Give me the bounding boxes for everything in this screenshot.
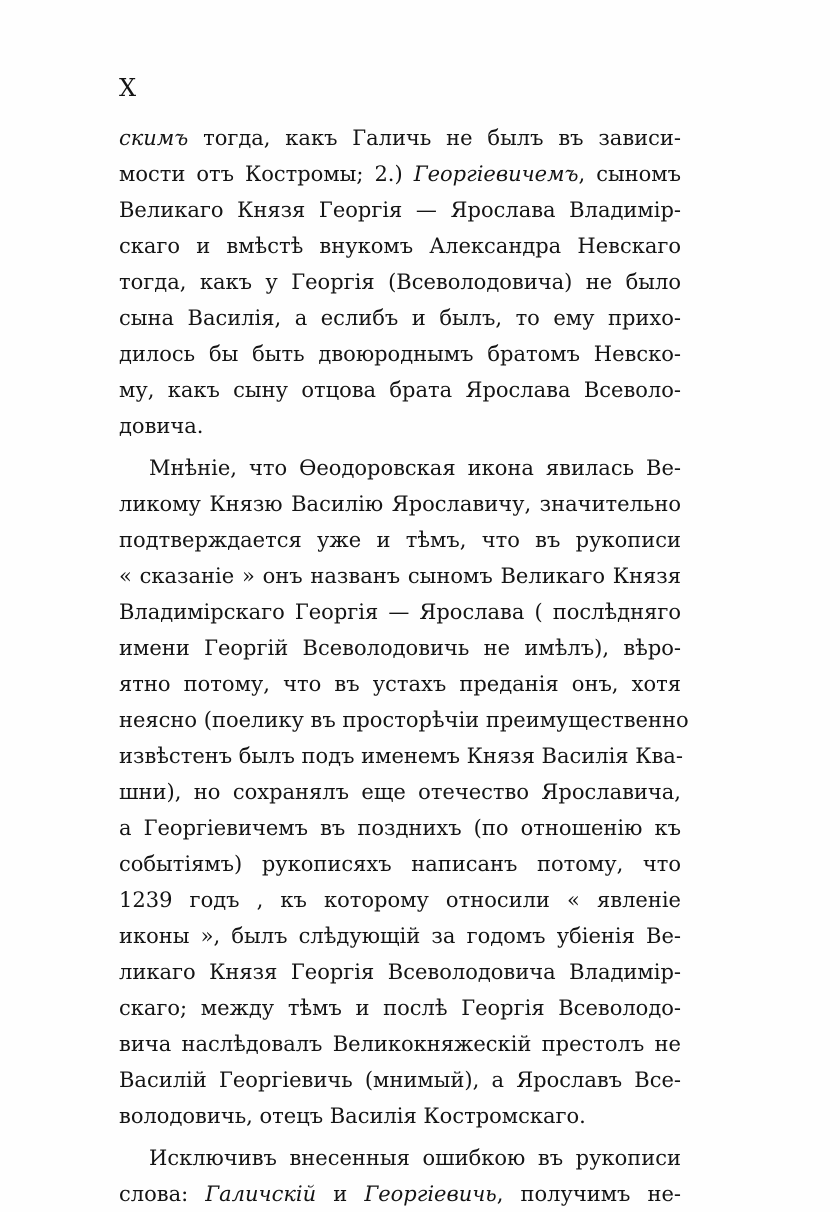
text-line: а Георгіевичемъ въ позднихъ (по отношенію къ [119,816,681,840]
text-line: Исключивъ внесенныя ошибкою въ рукописи [149,1146,681,1170]
text-line: вича наслѣдовалъ Великокняжескій престолъ не [119,1032,681,1056]
text-line: скаго и вмѣстѣ внукомъ Александра Невскаго [119,234,681,258]
text-line: му, какъ сыну отцова брата Ярослава Всеволо- [119,378,681,402]
text-line: ликаго Князя Георгія Всеволодовича Владимір- [119,960,681,984]
text-line: неясно (поелику въ просторѣчіи преимущественно [119,708,689,732]
text-line: мости отъ Костромы; 2.) Георгіевичемъ, сыномъ [119,162,681,186]
body-text [119,120,689,1212]
text-line: тогда, какъ у Георгія (Всеволодовича) не было [119,270,681,294]
page-number: X [119,74,137,102]
text-line: володовичь, отецъ Василія Костромскаго. [119,1104,586,1128]
text-line: слова: Галичскій и Георгіевичь, получимъ не- [119,1182,681,1206]
text-line: шни), но сохранялъ еще отечество Ярославича, [119,780,681,804]
text-line: скимъ тогда, какъ Галичь не былъ въ зависи- [119,126,681,150]
text-line: Василій Георгіевичь (мнимый), а Ярославъ Все- [119,1068,681,1092]
text-line: Владимірскаго Георгія — Ярослава ( послѣдняго [119,600,681,624]
text-line: довича. [119,414,204,438]
text-line: скаго; между тѣмъ и послѣ Георгія Всеволодо- [119,996,681,1020]
text-line: событіямъ) рукописяхъ написанъ потому, что [119,852,681,876]
text-line: имени Георгій Всеволодовичь не имѣлъ), вѣро- [119,636,681,660]
text-line: дилось бы быть двоюроднымъ братомъ Невско- [119,342,681,366]
text-line: 1239 годъ , къ которому относили « явленіе [119,888,681,912]
text-line: Великаго Князя Георгія — Ярослава Владимір- [119,198,681,222]
text-line: « сказаніе » онъ названъ сыномъ Великаго Князя [119,564,681,588]
text-line: извѣстенъ былъ подъ именемъ Князя Василія Ква- [119,744,683,768]
text-line: подтверждается уже и тѣмъ, что въ рукописи [119,528,681,552]
text-line: иконы », былъ слѣдующій за годомъ убіенія Ве- [119,924,681,948]
text-line: ятно потому, что въ устахъ преданія онъ, хотя [119,672,681,696]
text-line: Мнѣніе, что Ѳеодоровская икона явилась Ве- [149,456,681,480]
text-line: ликому Князю Василію Ярославичу, значительно [119,492,681,516]
text-line: сына Василія, а еслибъ и былъ, то ему прихо- [119,306,681,330]
